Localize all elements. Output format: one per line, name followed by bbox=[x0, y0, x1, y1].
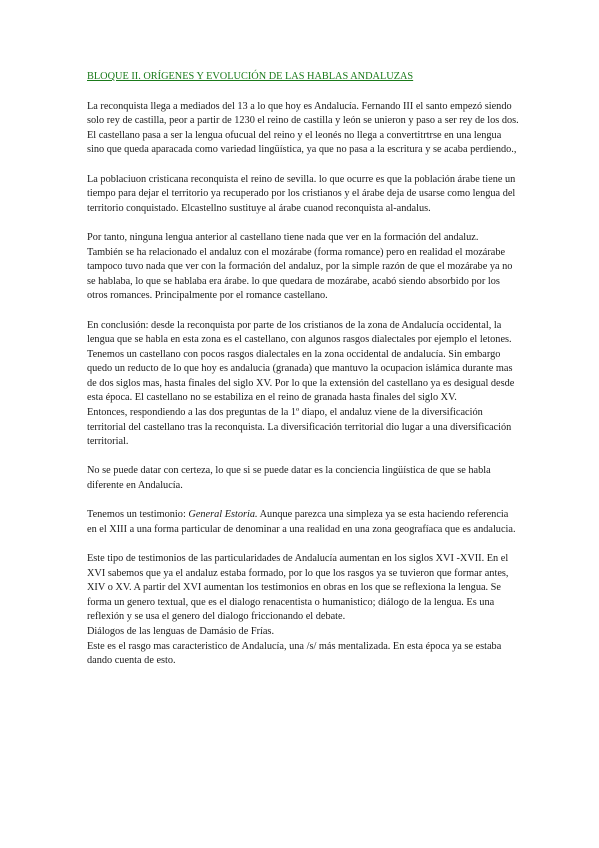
paragraph-line: Por tanto, ninguna lengua anterior al castellano tiene nada que ver en la formación del andaluz. bbox=[87, 231, 479, 243]
paragraph-poblacion: La poblaciuon cristicana reconquista el reino de sevilla. lo que ocurre es que la población árabe tiene un tiempo para dejar el territorio ya recuperado por los cristianos y el árabe deja de usarse como lengua del territorio conquistado. Elcastellno sustituye al árabe cuanod reconquista al-andalus. bbox=[87, 173, 516, 214]
paragraph-line: Este tipo de testimonios de las particularidades de Andalucía aumentan en los siglos XVI -XVII. En el XVI sabemos que ya el andaluz estaba formado, por lo que los rasgos ya se tuvieron que formar antes, XIV o XV. A partir del XVI aumentan los testimonios en obras en los que se reflexiona la lengua. Se forma un genero textual, que es el dialogo renacentista o humanistico; diálogo de la lengua. Es una reflexión y se usa el genero del dialogo friccionando el debate. bbox=[87, 553, 509, 623]
paragraph-line: Este es el rasgo mas caracteristico de Andalucía, una /s/ más mentalizada. En esta época ya se estaba dando cuenta de esto. bbox=[87, 640, 502, 667]
paragraph-conclusion bbox=[87, 319, 519, 450]
paragraph-line: En conclusión: desde la reconquista por parte de los cristianos de la zona de Andalucía occidental, la lengua que se habla en esta zona es el castellano, con algunos rasgos dialectales por ejemplo el letones. Tenemos un castellano con pocos rasgos dialectales en la zona occidental de andalucía. Sin embargo quedo un reducto de lo que hoy es andalucia (granada) que mantuvo la ocupacion islámica durante mas de dos siglos mas, hasta finales del siglo XV. Por lo que la extensión del castellano ya es desigual desde esta época. El castellano no se estabiliza en el reino de granada hasta finales del siglo XV. bbox=[87, 319, 515, 404]
paragraph-reconquista: La reconquista llega a mediados del 13 a lo que hoy es Andalucía. Fernando III el santo empezó siendo solo rey de castilla, peor a partir de 1230 el reino de castilla y león se unieron y paso a ser rey de los dos. El castellano pasa a ser la lengua ofucual del reino y el leonés no llega a convertitrtrse en una lengua sino que queda aparacada como variedad lingüística, ya que no pasa a la escritura y se acaba perdiendo., bbox=[87, 100, 519, 156]
paragraph-datar: No se puede datar con certeza, lo que si se puede datar es la conciencia lingüística de que se habla diferente en Andalucía. bbox=[87, 465, 491, 492]
work-title: General Estoria. bbox=[188, 509, 258, 521]
document-title: BLOQUE II. ORÍGENES Y EVOLUCIÓN DE LAS HABLAS ANDALUZAS bbox=[87, 71, 414, 82]
paragraph-line: También se ha relacionado el andaluz con el mozárabe (forma romance) pero en realidad el mozárabe tampoco tuvo nada que ver con la formación del andaluz, por la simple razón de que el mozárabe ya no se hablaba, lo que se hablaba era árabe. lo que quedara de mozárabe, acabó siendo absorbido por los otros romances. Principalmente por el romance castellano. bbox=[87, 246, 513, 302]
paragraph-line: Entonces, respondiendo a las dos preguntas de la 1º diapo, el andaluz viene de la diversificación territorial del castellano tras la reconquista. La diversificación territorial dio lugar a una diversificación territorial. bbox=[87, 407, 512, 448]
text-run: Tenemos un testimonio: bbox=[87, 509, 189, 521]
document-page bbox=[87, 70, 519, 683]
paragraph-line: Diálogos de las lenguas de Damásio de Frías. bbox=[87, 625, 275, 637]
text-run: Aunque parezca una simpleza ya se esta haciendo referencia en el XIII a una forma particular de denominar a una realidad en una zona geografíaca que es andalucia. bbox=[87, 509, 516, 535]
paragraph-testimonios-siglos bbox=[87, 552, 519, 669]
paragraph-mozarabe bbox=[87, 231, 519, 304]
paragraph-testimonio bbox=[87, 508, 519, 537]
